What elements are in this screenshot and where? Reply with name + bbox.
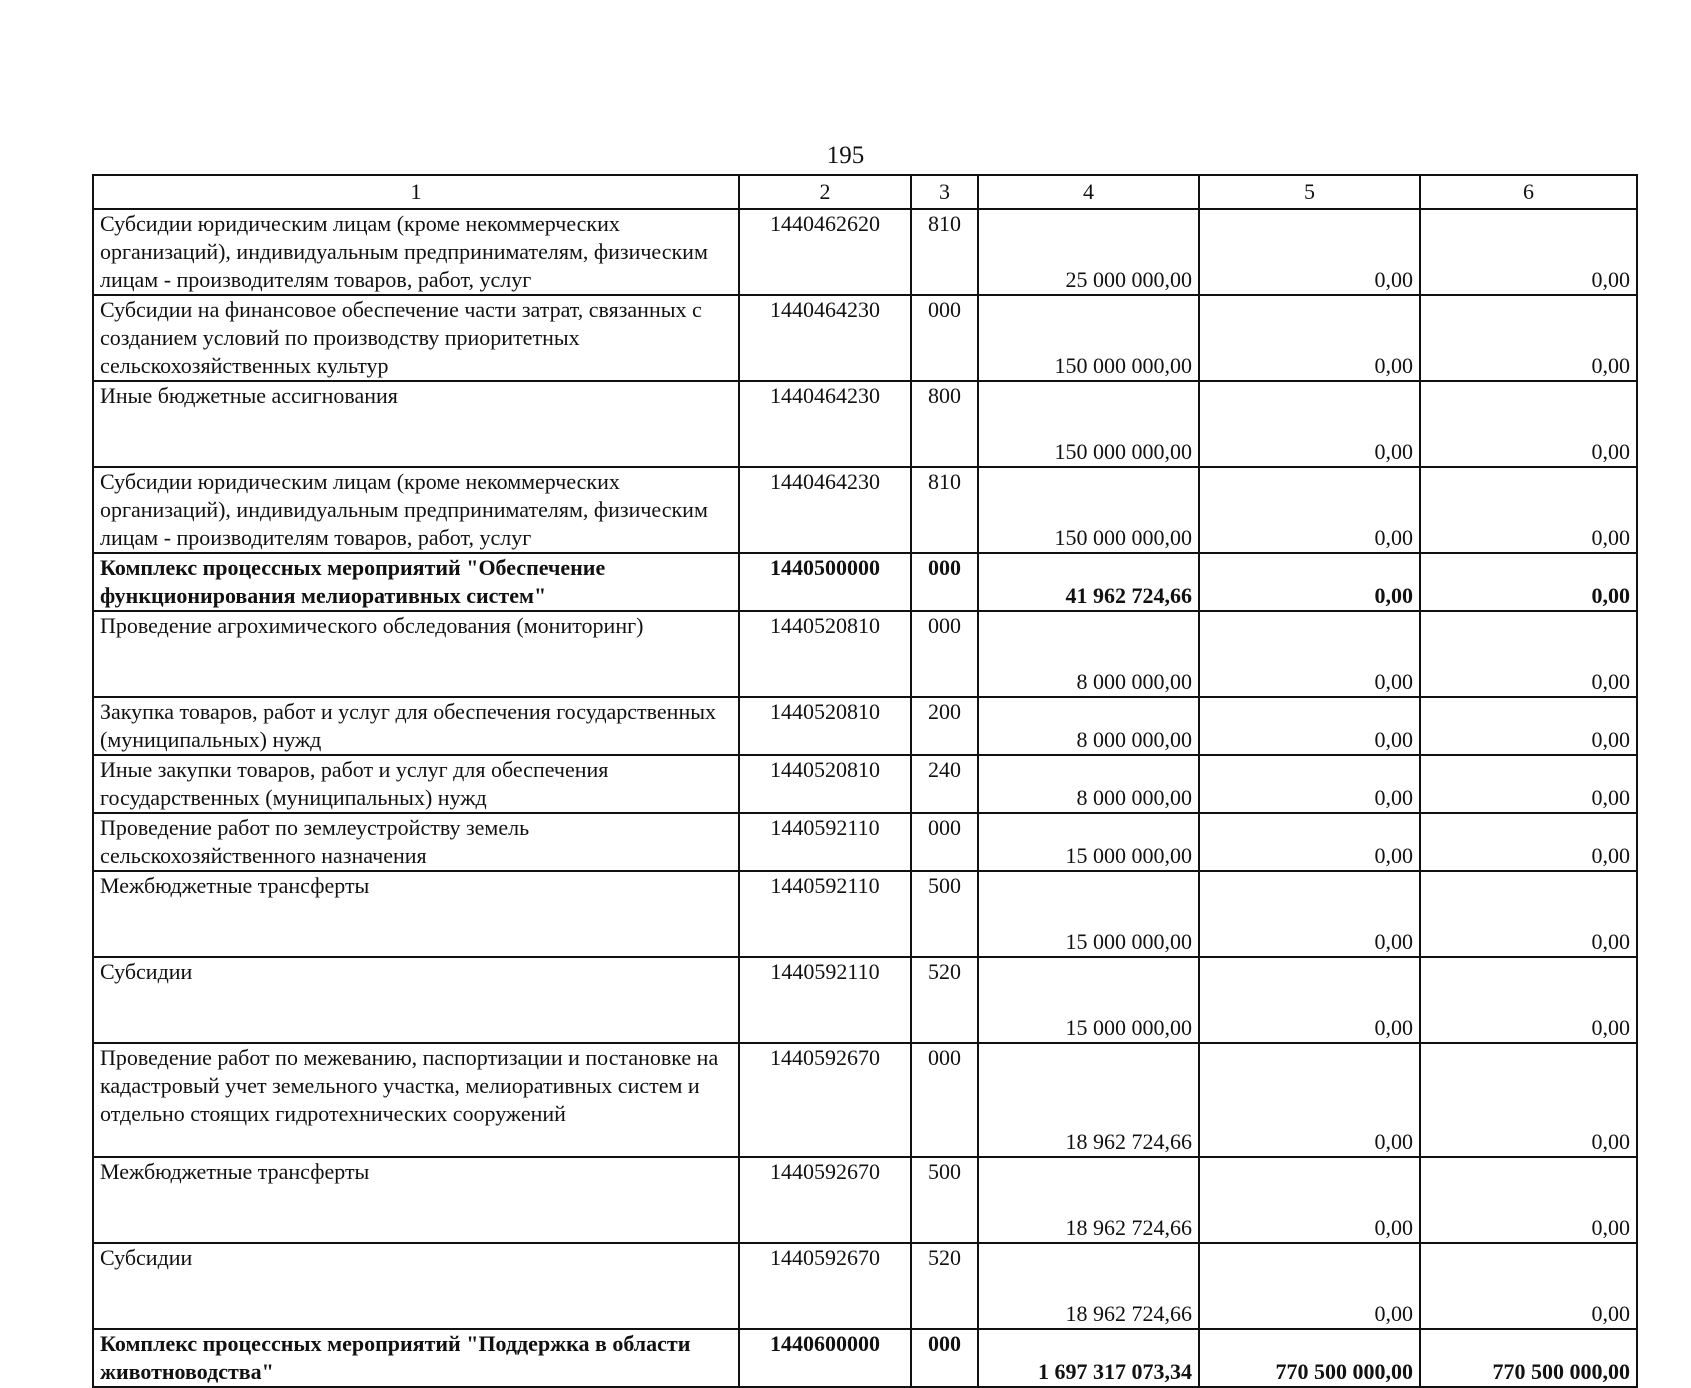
header-cell: 6 [1420, 175, 1637, 209]
table-row [93, 295, 1637, 381]
header-cell: 4 [978, 175, 1199, 209]
row-sum-col6: 0,00 [1420, 553, 1637, 611]
row-sum-col4: 1 697 317 073,34 [978, 1329, 1199, 1387]
header-cell: 1 [93, 175, 739, 209]
header-cell: 3 [911, 175, 978, 209]
row-sum-col4: 25 000 000,00 [978, 209, 1199, 295]
row-name: Проведение агрохимического обследования (мониторинг) [93, 611, 739, 697]
row-target-code: 1440520810 [739, 611, 911, 697]
row-expense-type: 200 [911, 697, 978, 755]
row-sum-col5: 0,00 [1199, 1243, 1420, 1329]
table-row [93, 813, 1637, 871]
row-sum-col5: 0,00 [1199, 381, 1420, 467]
row-sum-col6: 770 500 000,00 [1420, 1329, 1637, 1387]
row-sum-col4: 8 000 000,00 [978, 611, 1199, 697]
table-row [93, 957, 1637, 1043]
row-sum-col5: 0,00 [1199, 813, 1420, 871]
row-expense-type: 520 [911, 957, 978, 1043]
budget-table [92, 174, 1638, 1388]
row-sum-col4: 41 962 724,66 [978, 553, 1199, 611]
table-row [93, 209, 1637, 295]
row-name: Межбюджетные трансферты [93, 871, 739, 957]
row-sum-col5: 0,00 [1199, 1157, 1420, 1243]
row-expense-type: 520 [911, 1243, 978, 1329]
row-target-code: 1440464230 [739, 467, 911, 553]
table-row [93, 1157, 1637, 1243]
row-target-code: 1440592670 [739, 1043, 911, 1157]
row-sum-col5: 0,00 [1199, 467, 1420, 553]
row-sum-col4: 18 962 724,66 [978, 1243, 1199, 1329]
row-sum-col6: 0,00 [1420, 467, 1637, 553]
row-sum-col6: 0,00 [1420, 1157, 1637, 1243]
row-target-code: 1440592110 [739, 813, 911, 871]
row-sum-col6: 0,00 [1420, 209, 1637, 295]
row-name: Субсидии [93, 957, 739, 1043]
row-target-code: 1440464230 [739, 295, 911, 381]
table-row [93, 697, 1637, 755]
row-sum-col5: 0,00 [1199, 209, 1420, 295]
row-sum-col6: 0,00 [1420, 1243, 1637, 1329]
row-sum-col4: 15 000 000,00 [978, 871, 1199, 957]
row-sum-col5: 0,00 [1199, 553, 1420, 611]
row-sum-col5: 0,00 [1199, 957, 1420, 1043]
table-row-section [93, 1329, 1637, 1387]
header-cell: 2 [739, 175, 911, 209]
table-header-row [93, 175, 1637, 209]
row-sum-col6: 0,00 [1420, 755, 1637, 813]
row-sum-col6: 0,00 [1420, 957, 1637, 1043]
row-sum-col5: 0,00 [1199, 295, 1420, 381]
row-sum-col6: 0,00 [1420, 871, 1637, 957]
row-expense-type: 000 [911, 1329, 978, 1387]
row-target-code: 1440592670 [739, 1243, 911, 1329]
row-name: Иные бюджетные ассигнования [93, 381, 739, 467]
row-sum-col6: 0,00 [1420, 381, 1637, 467]
row-sum-col5: 0,00 [1199, 755, 1420, 813]
row-expense-type: 800 [911, 381, 978, 467]
row-name: Иные закупки товаров, работ и услуг для обеспечения государственных (муниципальных) нужд [93, 755, 739, 813]
row-expense-type: 000 [911, 1043, 978, 1157]
table-row [93, 755, 1637, 813]
row-target-code: 1440520810 [739, 697, 911, 755]
row-sum-col6: 0,00 [1420, 295, 1637, 381]
row-expense-type: 000 [911, 553, 978, 611]
row-sum-col5: 770 500 000,00 [1199, 1329, 1420, 1387]
row-expense-type: 810 [911, 209, 978, 295]
row-target-code: 1440500000 [739, 553, 911, 611]
row-target-code: 1440464230 [739, 381, 911, 467]
row-expense-type: 810 [911, 467, 978, 553]
row-expense-type: 000 [911, 813, 978, 871]
table-row-section [93, 553, 1637, 611]
row-sum-col4: 150 000 000,00 [978, 381, 1199, 467]
row-sum-col4: 15 000 000,00 [978, 957, 1199, 1043]
table-row [93, 871, 1637, 957]
row-target-code: 1440600000 [739, 1329, 911, 1387]
table-row [93, 381, 1637, 467]
row-sum-col6: 0,00 [1420, 611, 1637, 697]
row-name: Проведение работ по межеванию, паспортизации и постановке на кадастровый учет земельного участка, мелиоративных систем и отдельно стоящих гидротехнических сооружений [93, 1043, 739, 1157]
row-expense-type: 000 [911, 295, 978, 381]
row-sum-col4: 18 962 724,66 [978, 1043, 1199, 1157]
row-sum-col6: 0,00 [1420, 1043, 1637, 1157]
row-sum-col5: 0,00 [1199, 697, 1420, 755]
row-sum-col4: 150 000 000,00 [978, 467, 1199, 553]
row-name: Субсидии юридическим лицам (кроме некоммерческих организаций), индивидуальным предпринимателям, физическим лицам - производителям товаров, работ, услуг [93, 209, 739, 295]
row-target-code: 1440520810 [739, 755, 911, 813]
row-sum-col4: 8 000 000,00 [978, 755, 1199, 813]
row-name: Комплекс процессных мероприятий "Обеспечение функционирования мелиоративных систем" [93, 553, 739, 611]
page-number: 195 [826, 142, 865, 169]
header-cell: 5 [1199, 175, 1420, 209]
row-expense-type: 500 [911, 871, 978, 957]
row-name: Субсидии [93, 1243, 739, 1329]
row-sum-col5: 0,00 [1199, 871, 1420, 957]
row-sum-col6: 0,00 [1420, 813, 1637, 871]
table-row [93, 467, 1637, 553]
row-sum-col6: 0,00 [1420, 697, 1637, 755]
table-row [93, 1243, 1637, 1329]
row-expense-type: 240 [911, 755, 978, 813]
row-sum-col4: 15 000 000,00 [978, 813, 1199, 871]
row-sum-col4: 18 962 724,66 [978, 1157, 1199, 1243]
row-target-code: 1440592110 [739, 871, 911, 957]
row-sum-col5: 0,00 [1199, 611, 1420, 697]
row-sum-col4: 150 000 000,00 [978, 295, 1199, 381]
row-name: Проведение работ по землеустройству земель сельскохозяйственного назначения [93, 813, 739, 871]
row-name: Субсидии юридическим лицам (кроме некоммерческих организаций), индивидуальным предпринимателям, физическим лицам - производителям товаров, работ, услуг [93, 467, 739, 553]
row-name: Межбюджетные трансферты [93, 1157, 739, 1243]
table-row [93, 1043, 1637, 1157]
row-expense-type: 500 [911, 1157, 978, 1243]
row-expense-type: 000 [911, 611, 978, 697]
row-target-code: 1440592110 [739, 957, 911, 1043]
row-target-code: 1440462620 [739, 209, 911, 295]
table-row [93, 611, 1637, 697]
row-sum-col5: 0,00 [1199, 1043, 1420, 1157]
row-target-code: 1440592670 [739, 1157, 911, 1243]
row-name: Комплекс процессных мероприятий "Поддержка в области животноводства" [93, 1329, 739, 1387]
row-name: Субсидии на финансовое обеспечение части затрат, связанных с созданием условий по производству приоритетных сельскохозяйственных культур [93, 295, 739, 381]
row-sum-col4: 8 000 000,00 [978, 697, 1199, 755]
row-name: Закупка товаров, работ и услуг для обеспечения государственных (муниципальных) нужд [93, 697, 739, 755]
